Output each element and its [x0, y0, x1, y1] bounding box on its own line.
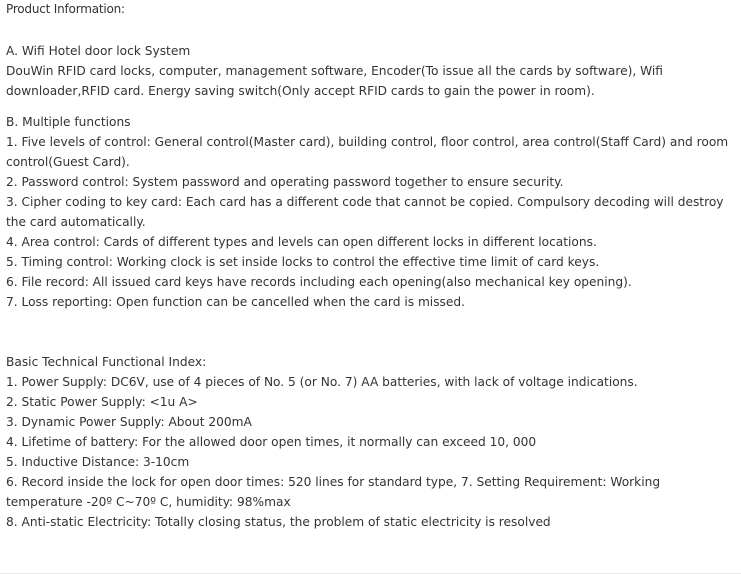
section-body: DouWin RFID card locks, computer, management software, Encoder(To issue all the cards by software), Wifi downloader,RFID card. Energy saving switch(Only accept RFID cards to gain the power in room).	[6, 64, 663, 98]
list-item: 2. Static Power Supply: <1u A>	[6, 395, 198, 409]
spacer	[6, 312, 739, 352]
list-item: 1. Five levels of control: General control(Master card), building control, floor control, area control(Staff Card) and room control(Guest Card).	[6, 135, 729, 169]
list-item: 3. Dynamic Power Supply: About 200mA	[6, 415, 252, 429]
section-heading: B. Multiple functions	[6, 115, 131, 129]
product-description	[6, 41, 739, 532]
list-item: 1. Power Supply: DC6V, use of 4 pieces of No. 5 (or No. 7) AA batteries, with lack of voltage indications.	[6, 375, 638, 389]
list-item: 5. Inductive Distance: 3-10cm	[6, 455, 190, 469]
list-item: 6. Record inside the lock for open door times: 520 lines for standard type, 7. Setting Requirement: Working temperature -20º C~70º C, humidity: 98%max	[6, 475, 661, 509]
section-heading: Basic Technical Functional Index:	[6, 355, 207, 369]
list-item: 8. Anti-static Electricity: Totally closing status, the problem of static electricity is resolved	[6, 515, 551, 529]
list-item: 3. Cipher coding to key card: Each card has a different code that cannot be copied. Compulsory decoding will destroy the card automatically.	[6, 195, 724, 229]
list-item: 7. Loss reporting: Open function can be cancelled when the card is missed.	[6, 295, 466, 309]
spacer	[6, 101, 739, 112]
section-system	[6, 41, 739, 101]
section-heading: A. Wifi Hotel door lock System	[6, 44, 191, 58]
section-functions	[6, 112, 739, 312]
list-item: 6. File record: All issued card keys have records including each opening(also mechanical key opening).	[6, 275, 632, 289]
section-technical-index	[6, 352, 739, 532]
list-item: 4. Area control: Cards of different types and levels can open different locks in different locations.	[6, 235, 597, 249]
page-title: Product Information:	[6, 2, 125, 16]
list-item: 5. Timing control: Working clock is set inside locks to control the effective time limit of card keys.	[6, 255, 600, 269]
list-item: 2. Password control: System password and operating password together to ensure security.	[6, 175, 564, 189]
list-item: 4. Lifetime of battery: For the allowed door open times, it normally can exceed 10, 000	[6, 435, 537, 449]
